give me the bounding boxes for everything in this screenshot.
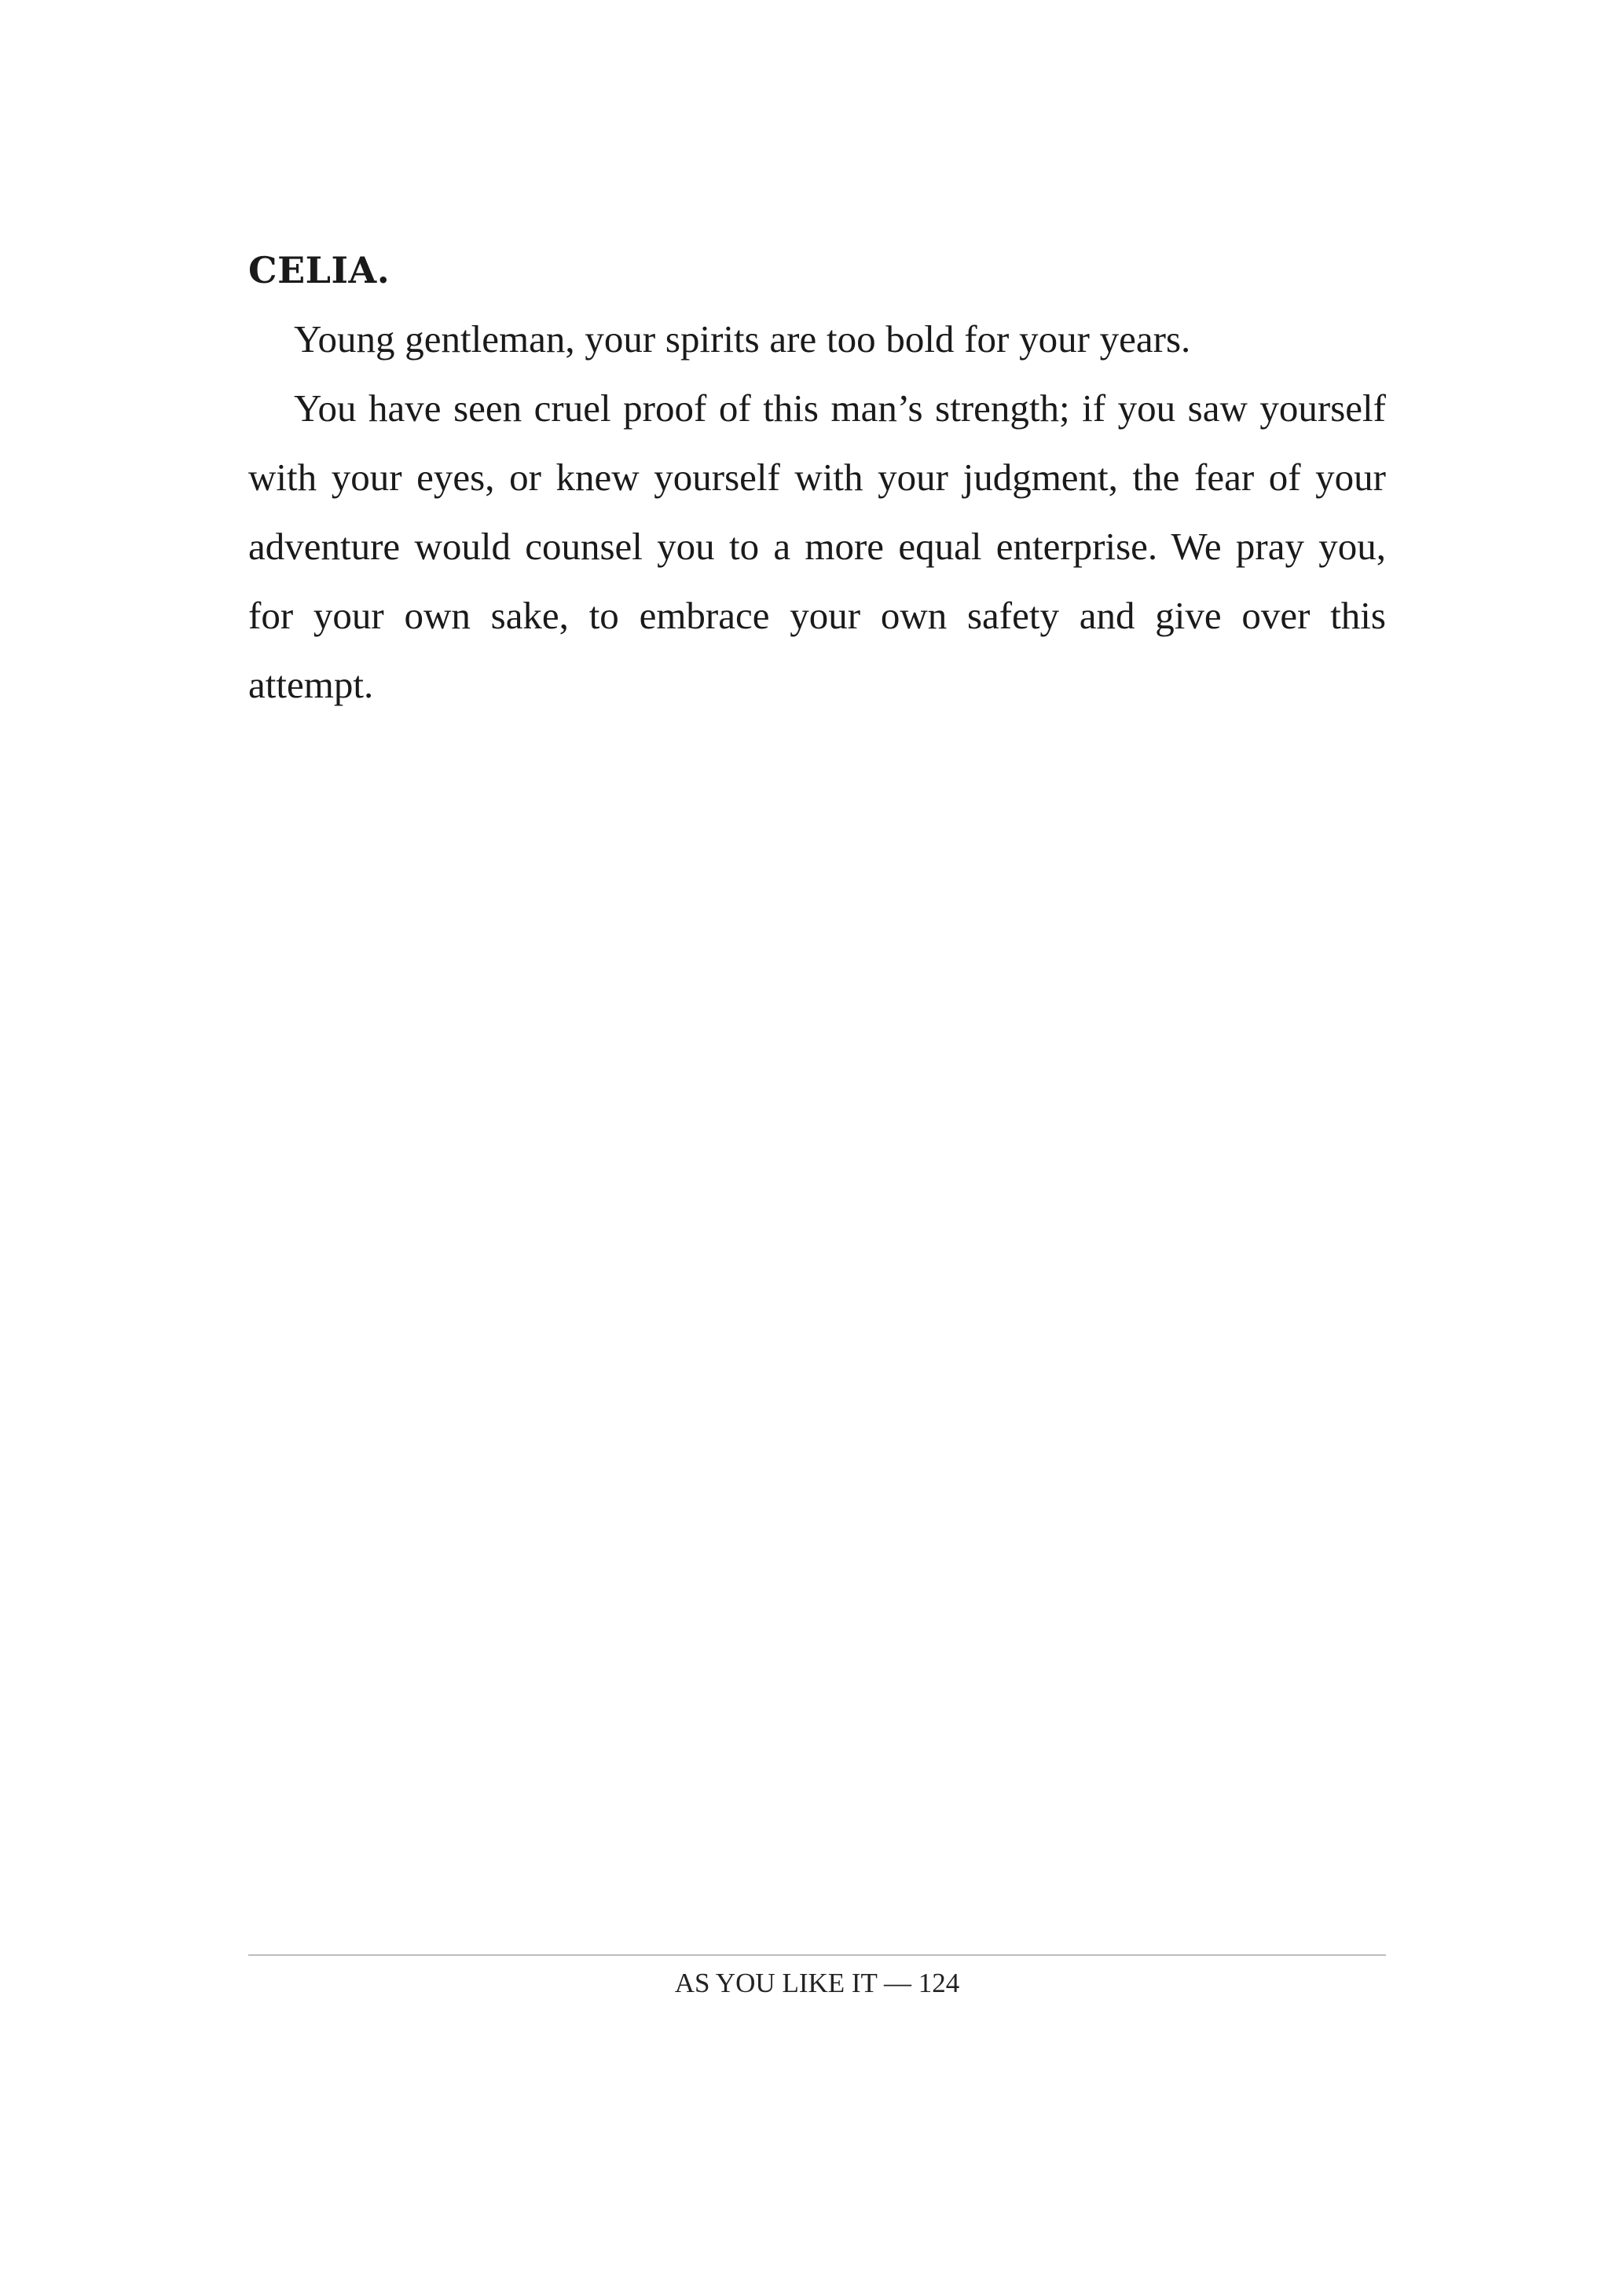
speaker-name: CELIA. — [248, 249, 390, 291]
footer-divider — [248, 1954, 1386, 1956]
paragraph-1: Young gentleman, your spirits are too bold for your years. — [294, 317, 1191, 361]
text-body — [248, 236, 1386, 720]
page-footer: AS YOU LIKE IT — 124 — [674, 1968, 960, 1998]
paragraph-2: You have seen cruel proof of this man’s strength; if you saw yourself with your eyes, or knew yourself with your judgment, the fear of your adventure would counsel you to a more equal enterprise. We pray you, for your own sake, to embrace your own safety and give over this attempt. — [248, 386, 1386, 706]
